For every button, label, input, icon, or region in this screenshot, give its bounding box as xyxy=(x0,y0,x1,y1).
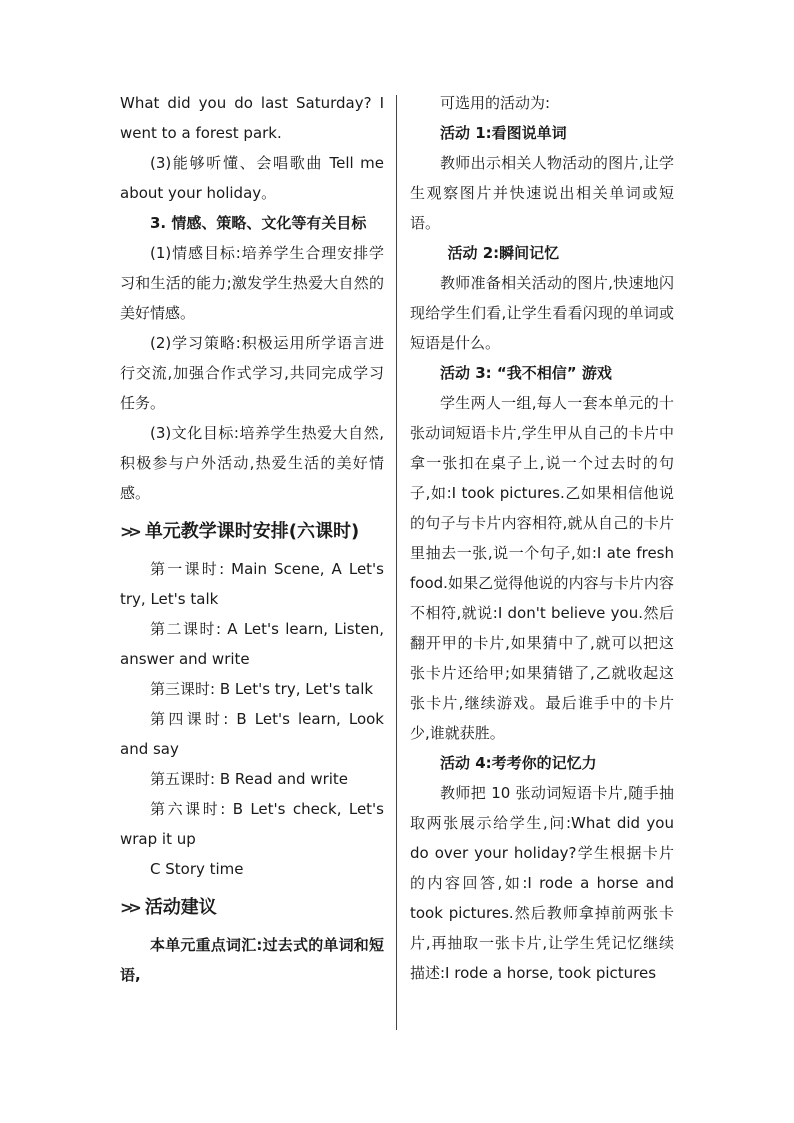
section-title-activities: 活动建议 xyxy=(144,897,217,918)
activity-4-title: 活动 4:考考你的记忆力 xyxy=(440,754,597,772)
activity-2-text: 教师准备相关活动的图片,快速地闪现给学生们看,让学生看看闪现的单词或短语是什么。 xyxy=(410,274,674,352)
paragraph-learning-strategy: (2)学习策略:积极运用所学语言进行交流,加强合作式学习,共同完成学习任务。 xyxy=(120,334,384,412)
heading-affective-goals: 3. 情感、策略、文化等有关目标 xyxy=(150,214,367,232)
activities-intro: 可选用的活动为: xyxy=(440,94,551,112)
lesson-item-6: 第六课时: B Let's check, Let's wrap it up xyxy=(120,800,384,848)
lesson-item-4: 第四课时: B Let's learn, Look and say xyxy=(120,710,384,758)
lesson-item-3: 第三课时: B Let's try, Let's talk xyxy=(150,680,374,698)
column-divider xyxy=(396,95,397,1030)
lesson-item-5: 第五课时: B Read and write xyxy=(150,770,349,788)
paragraph-goal-sentence: What did you do last Saturday? I went to a forest park. xyxy=(120,94,384,142)
activity-2-title: 活动 2:瞬间记忆 xyxy=(447,244,560,262)
activity-1-text: 教师出示相关人物活动的图片,让学生观察图片并快速说出相关单词或短语。 xyxy=(410,154,674,232)
double-chevron-icon: >> xyxy=(120,898,137,917)
section-title-schedule: 单元教学课时安排(六课时) xyxy=(144,521,360,542)
lesson-item-2: 第二课时: A Let's learn, Listen, answer and write xyxy=(120,620,384,668)
activity-3-text: 学生两人一组,每人一套本单元的十张动词短语卡片,学生甲从自己的卡片中拿一张扣在桌子上,说一个过去时的句子,如:I took pictures.乙如果相信他说的句子与卡片内容相符,就从自己的卡片里抽去一张,说一个句子,如:I ate fresh food.如果乙觉得他说的内容与卡片内容不相符,就说:I don't believe you.然后翻开甲的卡片,如果猜中了,就可以把这张卡片还给甲;如果猜错了,乙就收起这张卡片,继续游戏。最后谁手中的卡片少,谁就获胜。 xyxy=(410,394,674,742)
section-heading-activities xyxy=(120,888,384,928)
paragraph-cultural-goal: (3)文化目标:培养学生热爱大自然,积极参与户外活动,热爱生活的美好情感。 xyxy=(120,424,384,502)
right-column xyxy=(410,88,674,988)
vocabulary-note: 本单元重点词汇:过去式的单词和短语, xyxy=(120,936,384,984)
left-column xyxy=(120,88,384,990)
paragraph-emotional-goal: (1)情感目标:培养学生合理安排学习和生活的能力;激发学生热爱大自然的美好情感。 xyxy=(120,244,384,322)
lesson-item-1: 第一课时: Main Scene, A Let's try, Let's talk xyxy=(120,560,384,608)
double-chevron-icon: >> xyxy=(120,522,137,541)
lesson-item-story-time: C Story time xyxy=(150,860,244,878)
paragraph-song-goal: (3)能够听懂、会唱歌曲 Tell me about your holiday。 xyxy=(120,154,384,202)
activity-1-title: 活动 1:看图说单词 xyxy=(440,124,567,142)
section-heading-schedule xyxy=(120,512,384,552)
activity-3-title: 活动 3: “我不相信” 游戏 xyxy=(440,364,612,382)
activity-4-text: 教师把 10 张动词短语卡片,随手抽取两张展示给学生,问:What did you do over your holiday?学生根据卡片的内容回答,如:I rode a horse and took pictures.然后教师拿掉前两张卡片,再抽取一张卡片,让学生凭记忆继续描述:I rode a horse, took pictures xyxy=(410,784,674,982)
